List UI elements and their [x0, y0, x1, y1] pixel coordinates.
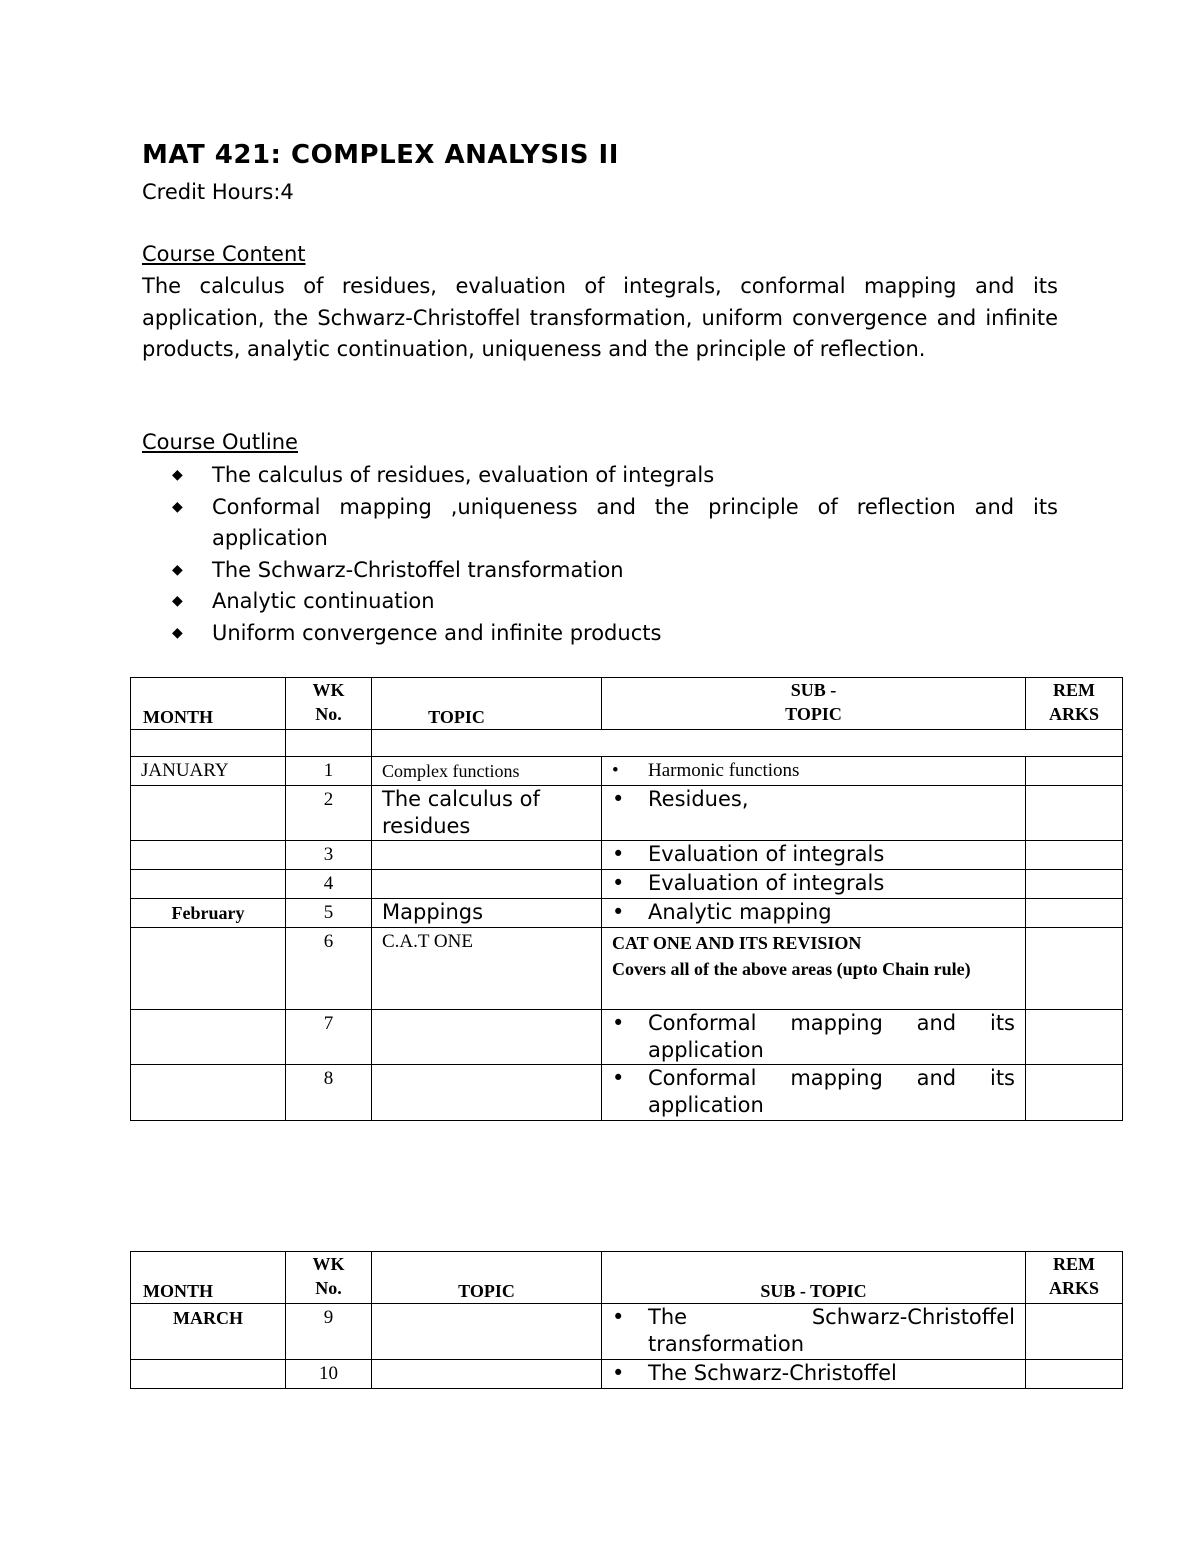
table-row: 2 The calculus of residues • Residues,: [131, 786, 1123, 841]
table-row-empty: [131, 730, 1123, 757]
list-item: • Analytic mapping: [612, 900, 832, 924]
outline-item: ◆ Uniform convergence and infinite products: [172, 618, 1058, 650]
course-title: MAT 421: COMPLEX ANALYSIS II: [142, 140, 619, 170]
header-topic: TOPIC: [372, 1252, 602, 1304]
list-item: • Harmonic functions: [612, 760, 800, 781]
bullet-icon: •: [612, 787, 625, 811]
list-item: • The Schwarz-Christoffel transformation: [612, 1305, 1015, 1356]
credit-hours: Credit Hours:4: [142, 180, 294, 204]
bullet-icon: •: [612, 760, 619, 781]
outline-item: ◆ The calculus of residues, evaluation of integrals: [172, 460, 1058, 492]
schedule-table-1: [130, 677, 1123, 1121]
header-subtopic: SUB - TOPIC: [602, 1252, 1026, 1304]
header-wk: WK No.: [286, 1252, 372, 1304]
course-outline-heading: Course Outline: [142, 430, 298, 454]
list-item: • Conformal mapping and its application: [612, 1066, 1015, 1117]
header-topic: TOPIC: [372, 678, 602, 730]
bullet-icon: •: [612, 842, 625, 866]
table-row: 7 • Conformal mapping and its application: [131, 1010, 1123, 1065]
table-header-row: [131, 1252, 1123, 1304]
table-row: 3 • Evaluation of integrals: [131, 841, 1123, 870]
bullet-icon: •: [612, 1011, 625, 1035]
header-remarks: REM ARKS: [1026, 1252, 1123, 1304]
diamond-bullet-icon: ◆: [172, 467, 183, 483]
table-row: MARCH 9 • The Schwarz-Christoffel transformation: [131, 1304, 1123, 1360]
diamond-bullet-icon: ◆: [172, 593, 183, 609]
header-month: MONTH: [131, 678, 286, 730]
table-row: February 5 Mappings • Analytic mapping: [131, 899, 1123, 928]
bullet-icon: •: [612, 1361, 625, 1385]
schedule-table-2: [130, 1251, 1123, 1389]
list-item: • Evaluation of integrals: [612, 871, 885, 895]
header-subtopic: SUB - TOPIC: [602, 678, 1026, 730]
table-row: 10 • The Schwarz-Christoffel: [131, 1360, 1123, 1389]
bullet-icon: •: [612, 1305, 625, 1329]
bullet-icon: •: [612, 900, 625, 924]
course-content-heading: Course Content: [142, 242, 306, 266]
header-wk: WK No.: [286, 678, 372, 730]
table-row: 8 • Conformal mapping and its application: [131, 1065, 1123, 1121]
table-row: JANUARY 1 Complex functions • Harmonic functions: [131, 757, 1123, 786]
diamond-bullet-icon: ◆: [172, 561, 183, 578]
table-row: 6 C.A.T ONE CAT ONE AND ITS REVISION Covers all of the above areas (upto Chain rule): [131, 928, 1123, 1010]
course-content-text: The calculus of residues, evaluation of integrals, conformal mapping and its application, the Schwarz-Christoffel transformation, uniform convergence and infinite products, analytic continuation, uniqueness and the principle of reflection.: [142, 274, 1058, 361]
header-remarks: REM ARKS: [1026, 678, 1123, 730]
bullet-icon: •: [612, 1066, 625, 1090]
list-item: • Evaluation of integrals: [612, 842, 885, 866]
table-row: 4 • Evaluation of integrals: [131, 870, 1123, 899]
outline-item: ◆ The Schwarz-Christoffel transformation: [172, 555, 1058, 587]
list-item: • Conformal mapping and its application: [612, 1011, 1015, 1062]
outline-item: ◆ Conformal mapping ,uniqueness and the principle of reflection and its application: [172, 492, 1058, 555]
list-item: • The Schwarz-Christoffel: [612, 1361, 897, 1385]
diamond-bullet-icon: ◆: [172, 498, 183, 515]
header-month: MONTH: [131, 1252, 286, 1304]
bullet-icon: •: [612, 871, 625, 895]
list-item: • Residues,: [612, 787, 749, 811]
outline-item: ◆ Analytic continuation: [172, 586, 1058, 618]
diamond-bullet-icon: ◆: [172, 624, 183, 641]
course-outline-list: [172, 460, 1058, 649]
table-header-row: [131, 678, 1123, 730]
